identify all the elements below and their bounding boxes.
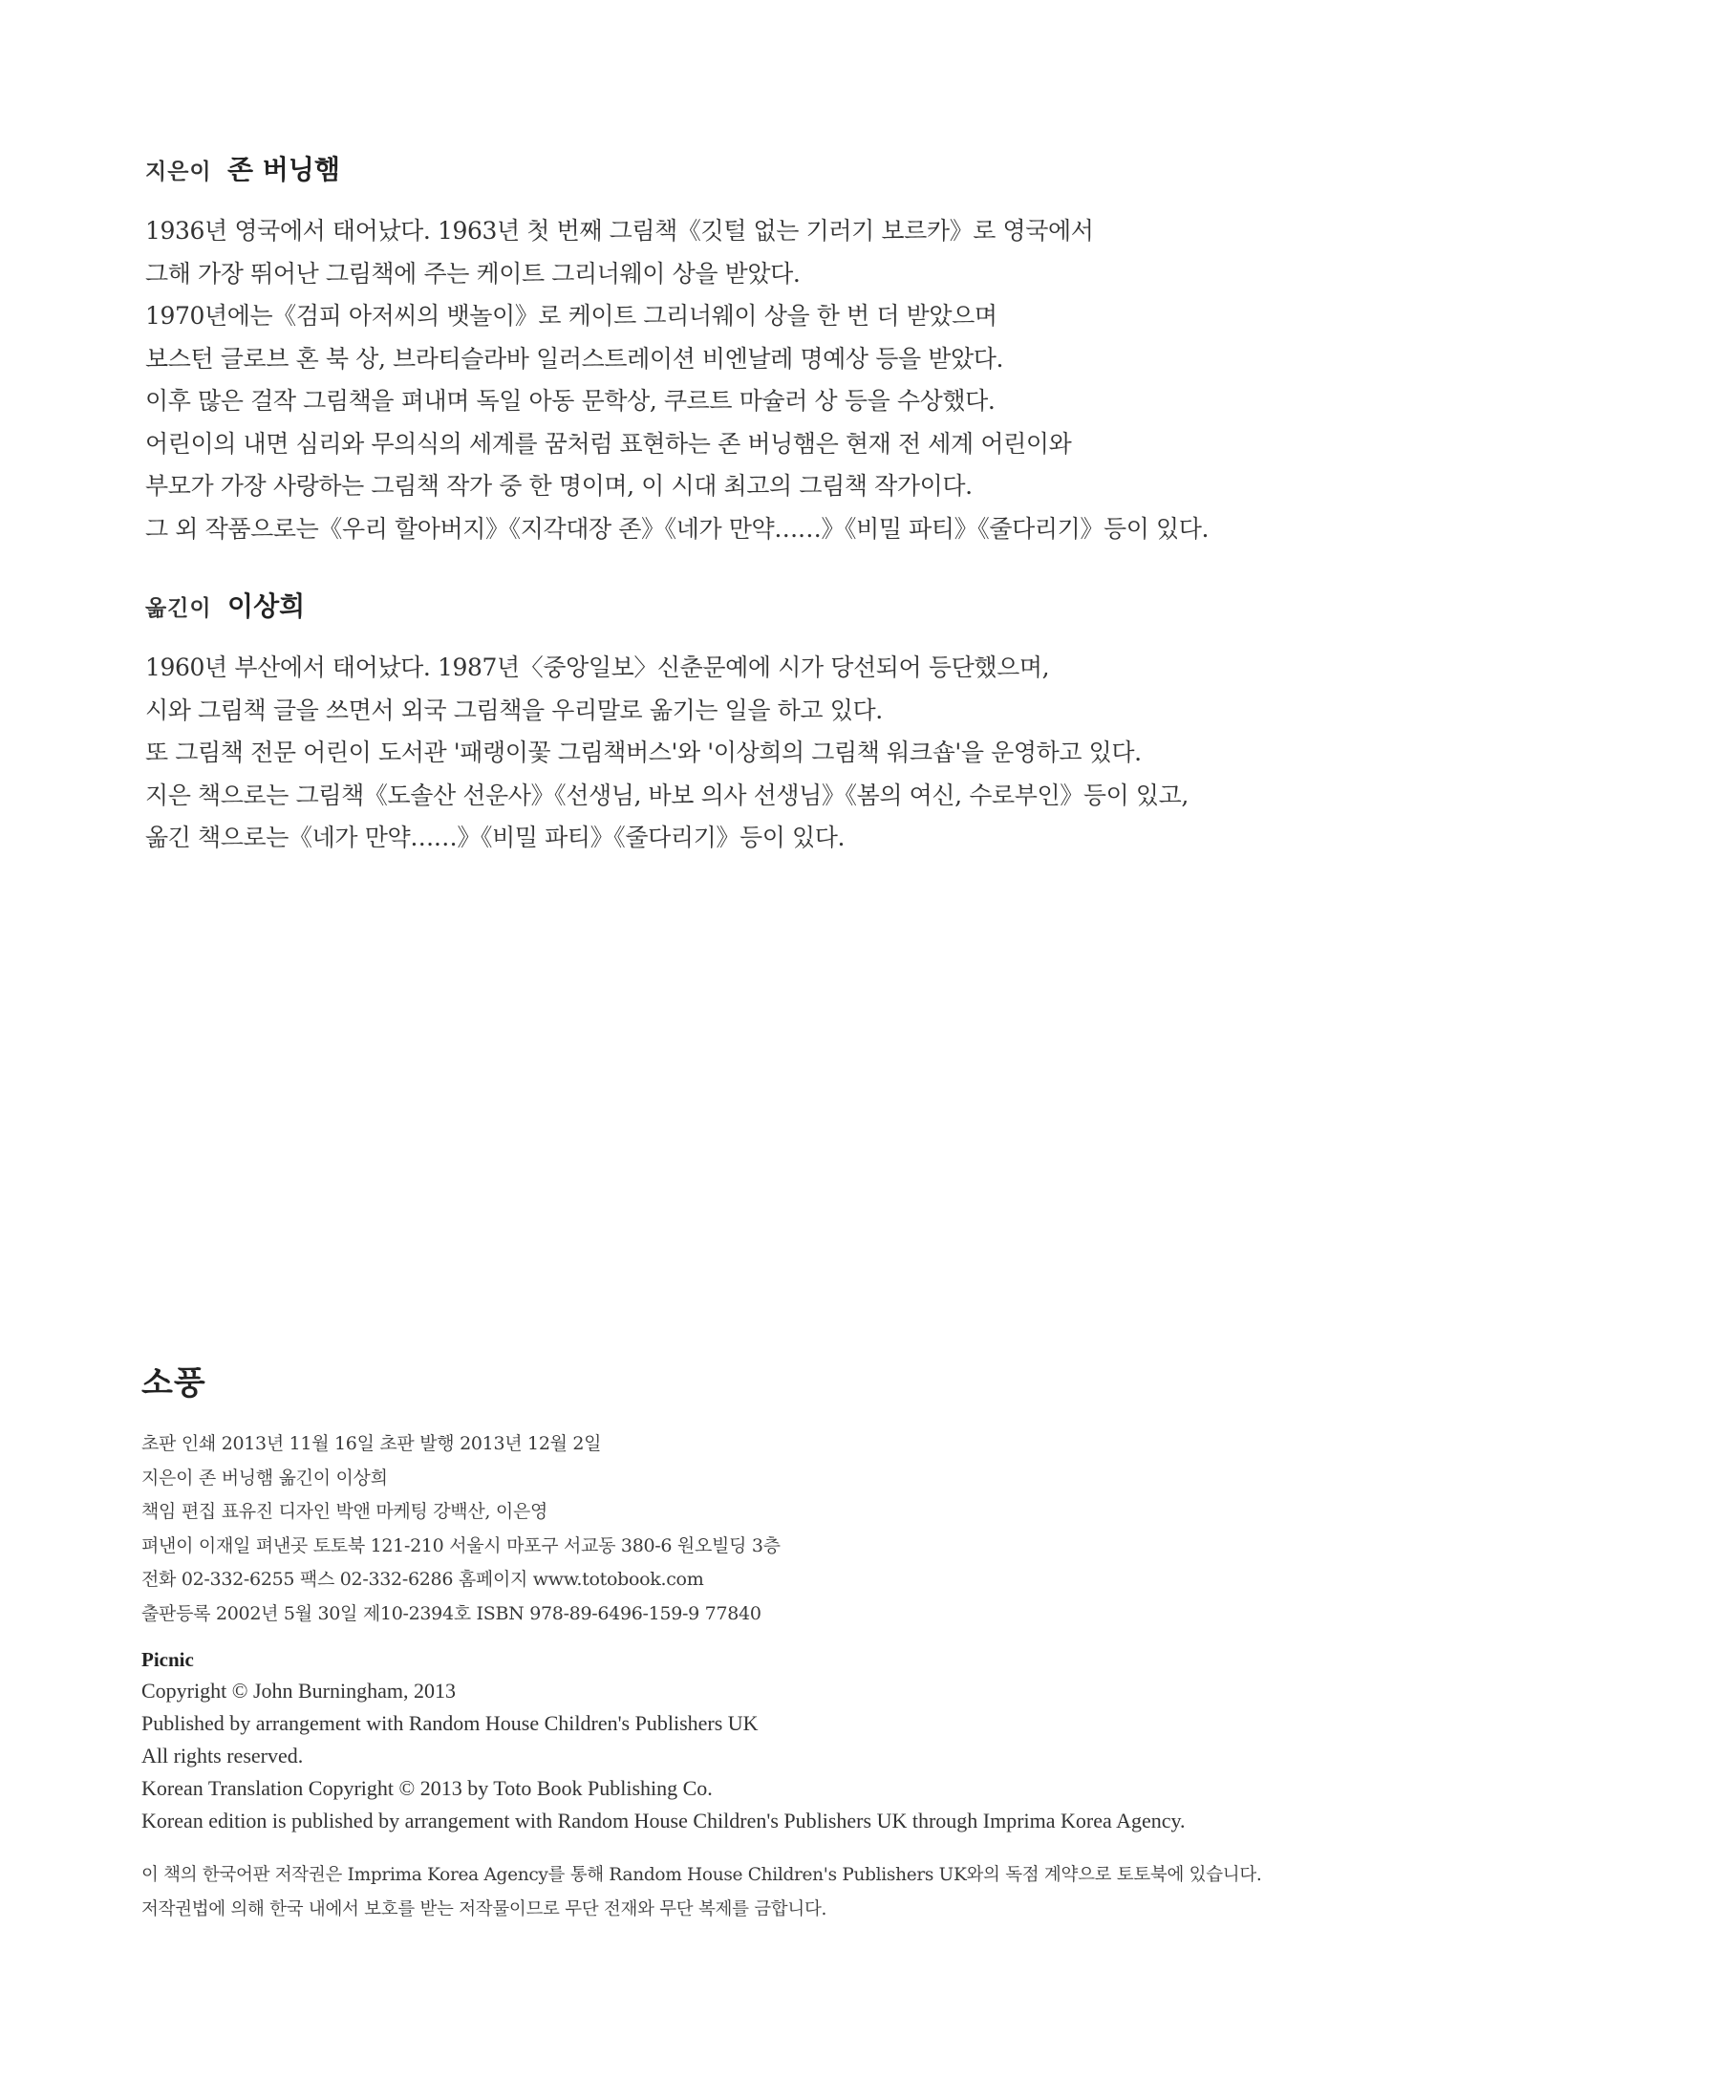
imprint-line: 초판 인쇄 2013년 11월 16일 초판 발행 2013년 12월 2일 [141,1433,602,1454]
copyright-line: Published by arrangement with Random House Children's Publishers UK [141,1711,759,1735]
publisher-imprint [141,1359,1670,1631]
author-bio-line: 그해 가장 뛰어난 그림책에 주는 케이트 그리너웨이 상을 받았다. [145,259,801,288]
author-bio-text [145,210,1636,550]
translator-bio-line: 시와 그림책 글을 쓰면서 외국 그림책을 우리말로 옮기는 일을 하고 있다. [145,696,883,724]
imprint-details [141,1427,1670,1631]
author-bio-line: 부모가 가장 사랑하는 그림책 작가 중 한 명이며, 이 시대 최고의 그림책 작가이다. [145,472,973,500]
copyright-line: Copyright © John Burningham, 2013 [141,1679,456,1703]
author-bio-line: 1970년에는《검피 아저씨의 뱃놀이》로 케이트 그리너웨이 상을 한 번 더 받았으며 [145,302,997,330]
author-bio-line: 1936년 영국에서 태어났다. 1963년 첫 번째 그림책《깃털 없는 기러기 보르카》로 영국에서 [145,217,1094,245]
translator-heading [145,588,1636,626]
copyright-line: Korean edition is published by arrangement with Random House Children's Publishers UK through Imprima Korea Agency. [141,1809,1186,1832]
author-bio [145,151,1636,550]
author-heading [145,151,1636,189]
copyright-lines [141,1675,1689,1837]
copyright-block [141,1644,1689,1837]
imprint-line: 책임 편집 표유진 디자인 박앤 마케팅 강백산, 이은영 [141,1501,548,1522]
legal-notice [141,1858,1689,1927]
translator-bio-text [145,647,1636,860]
legal-notice-line: 이 책의 한국어판 저작권은 Imprima Korea Agency를 통해 Random House Children's Publishers UK와의 독점 계약으로 토토북에 있습니다. [141,1865,1262,1885]
imprint-line: 지은이 존 버닝햄 옮긴이 이상희 [141,1467,388,1489]
translator-bio-line: 옮긴 책으로는《네가 만약……》《비밀 파티》《줄다리기》등이 있다. [145,824,846,851]
translator-role-label: 옮긴이 [145,596,212,621]
translator-bio [145,588,1636,860]
author-bio-line: 이후 많은 걸작 그림책을 펴내며 독일 아동 문학상, 쿠르트 마슐러 상 등을 수상했다. [145,387,996,415]
legal-notice-line: 저작권법에 의해 한국 내에서 보호를 받는 저작물이므로 무단 전재와 무단 복제를 금합니다. [141,1899,827,1919]
author-bio-line: 그 외 작품으로는《우리 할아버지》《지각대장 존》《네가 만약……》《비밀 파티》《줄다리기》등이 있다. [145,514,1210,543]
original-title: Picnic [141,1648,194,1671]
imprint-line: 펴낸이 이재일 펴낸곳 토토북 121-210 서울시 마포구 서교동 380-6 원오빌딩 3층 [141,1534,781,1556]
translator-name: 이상희 [227,590,306,622]
copyright-line: All rights reserved. [141,1744,304,1768]
translator-bio-line: 1960년 부산에서 태어났다. 1987년〈중앙일보〉신춘문예에 시가 당선되어 등단했으며, [145,654,1050,681]
legal-notice-lines [141,1858,1689,1927]
translator-bio-line: 또 그림책 전문 어린이 도서관 '패랭이꽃 그림책버스'와 '이상희의 그림책 워크숍'을 운영하고 있다. [145,739,1142,766]
author-role-label: 지은이 [145,160,212,184]
translator-bio-line: 지은 책으로는 그림책《도솔산 선운사》《선생님, 바보 의사 선생님》《봄의 여신, 수로부인》등이 있고, [145,781,1189,809]
imprint-line: 전화 02-332-6255 팩스 02-332-6286 홈페이지 www.totobook.com [141,1569,704,1590]
copyright-line: Korean Translation Copyright © 2013 by Toto Book Publishing Co. [141,1776,713,1800]
author-bio-line: 보스턴 글로브 혼 북 상, 브라티슬라바 일러스트레이션 비엔날레 명예상 등을 받았다. [145,344,1004,373]
author-name: 존 버닝햄 [227,154,340,185]
book-title-korean: 소풍 [141,1364,206,1403]
author-bio-line: 어린이의 내면 심리와 무의식의 세계를 꿈처럼 표현하는 존 버닝햄은 현재 전 세계 어린이와 [145,429,1072,458]
imprint-line: 출판등록 2002년 5월 30일 제10-2394호 ISBN 978-89-6496-159-9 77840 [141,1602,761,1624]
